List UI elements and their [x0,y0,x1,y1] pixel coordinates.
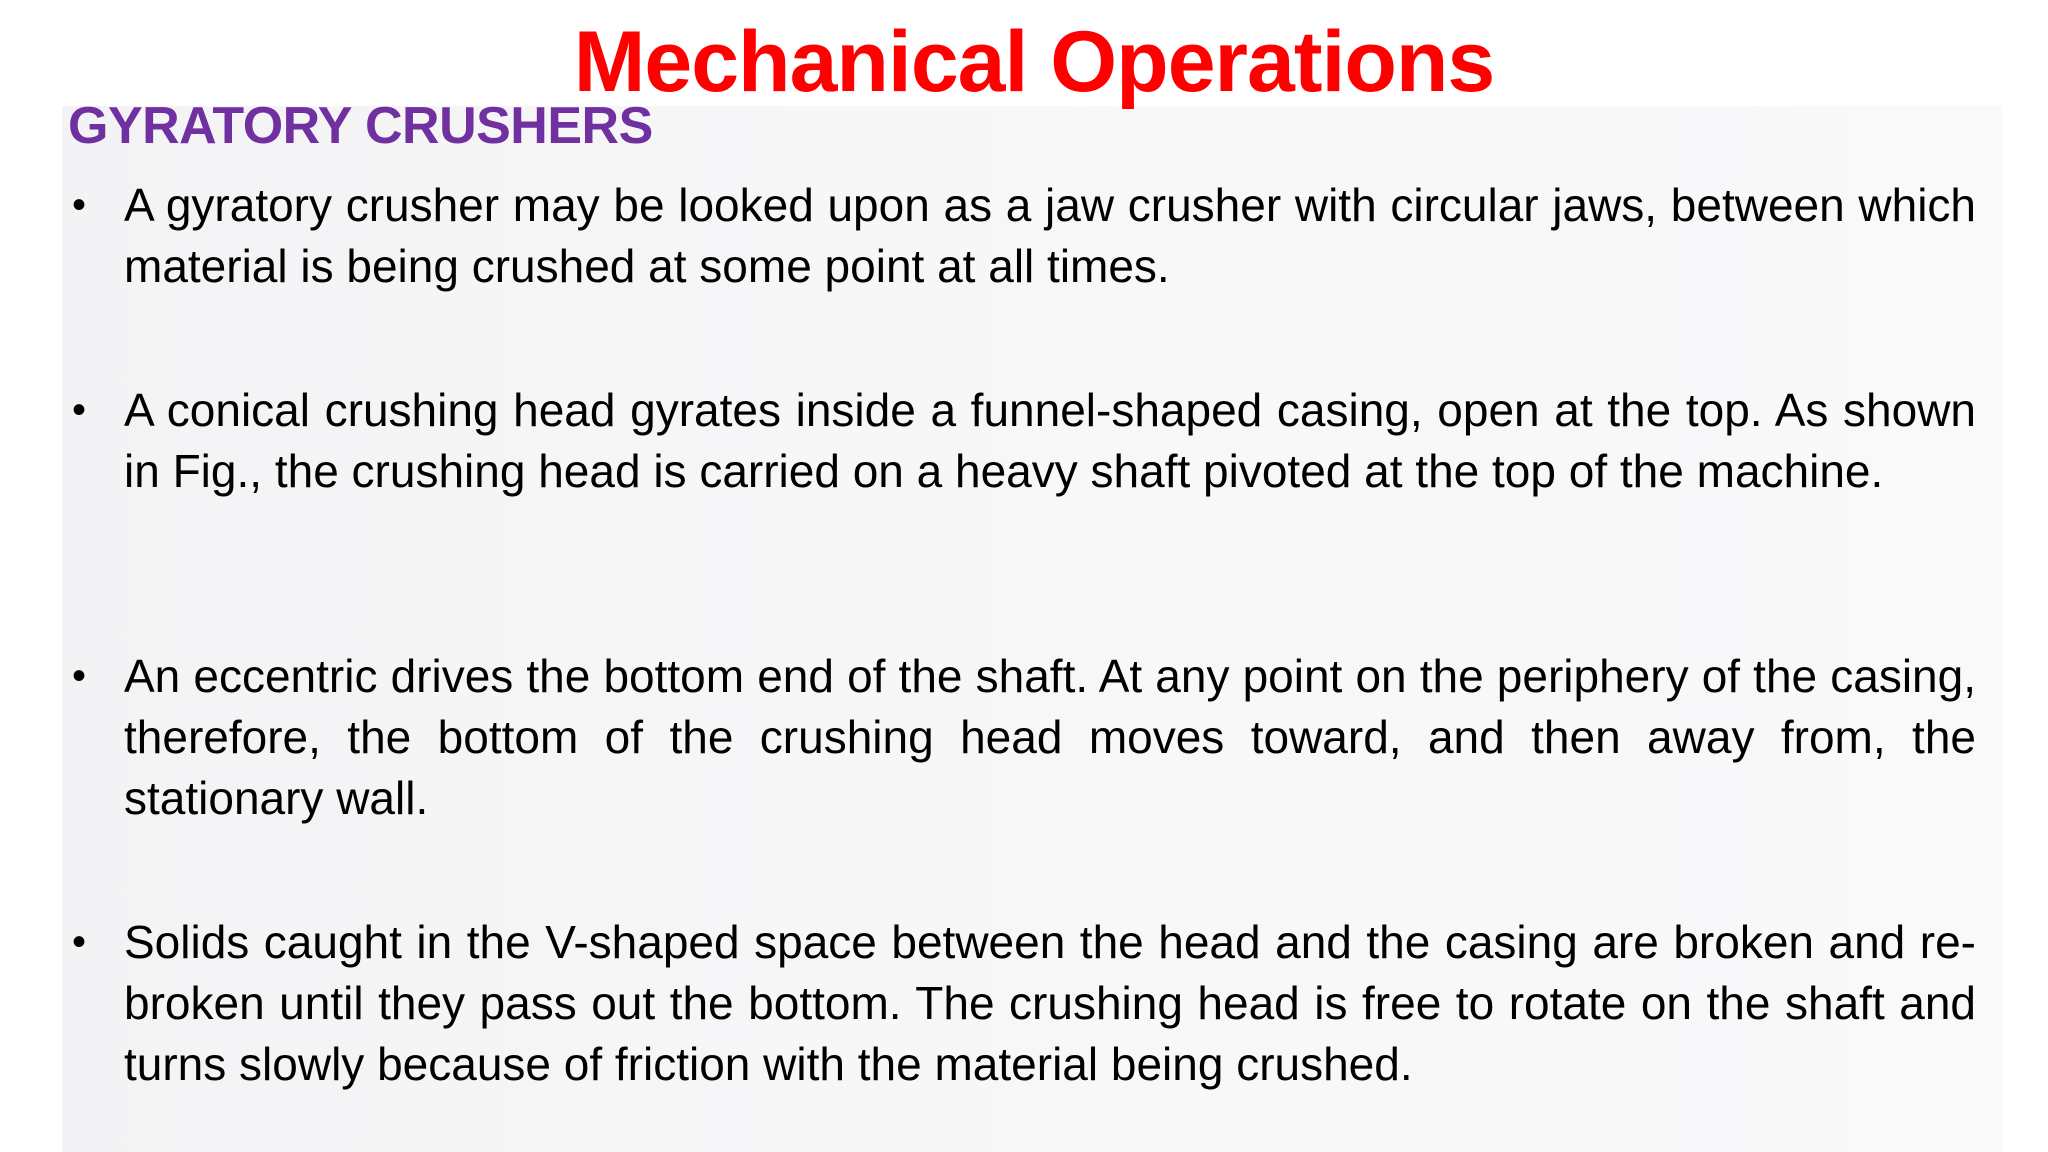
bullet-icon: • [72,920,87,964]
page-title: Mechanical Operations [573,14,1495,110]
section-heading: GYRATORY CRUSHERS [68,97,653,155]
bullet-item-1 [72,175,1976,297]
bullet-item-3 [72,646,1976,829]
bullet-text: A gyratory crusher may be looked upon as a jaw crusher with circular jaws, between which material is being crushed at some point at all times. [124,179,1976,292]
bullet-icon: • [72,388,87,432]
bullet-text: Solids caught in the V-shaped space between the head and the casing are broken and re-broken until they pass out the bottom. The crushing head is free to rotate on the shaft and turns slowly because of friction with the material being crushed. [124,916,1976,1090]
bullet-text: An eccentric drives the bottom end of the shaft. At any point on the periphery of the casing, therefore, the bottom of the crushing head moves toward, and then away from, the stationary wall. [124,650,1976,824]
bullet-item-4 [72,912,1976,1095]
bullet-text: A conical crushing head gyrates inside a funnel-shaped casing, open at the top. As shown in Fig., the crushing head is carried on a heavy shaft pivoted at the top of the machine. [124,384,1976,497]
bullet-icon: • [72,654,87,698]
bullet-icon: • [72,183,87,227]
bullet-item-2 [72,380,1976,502]
